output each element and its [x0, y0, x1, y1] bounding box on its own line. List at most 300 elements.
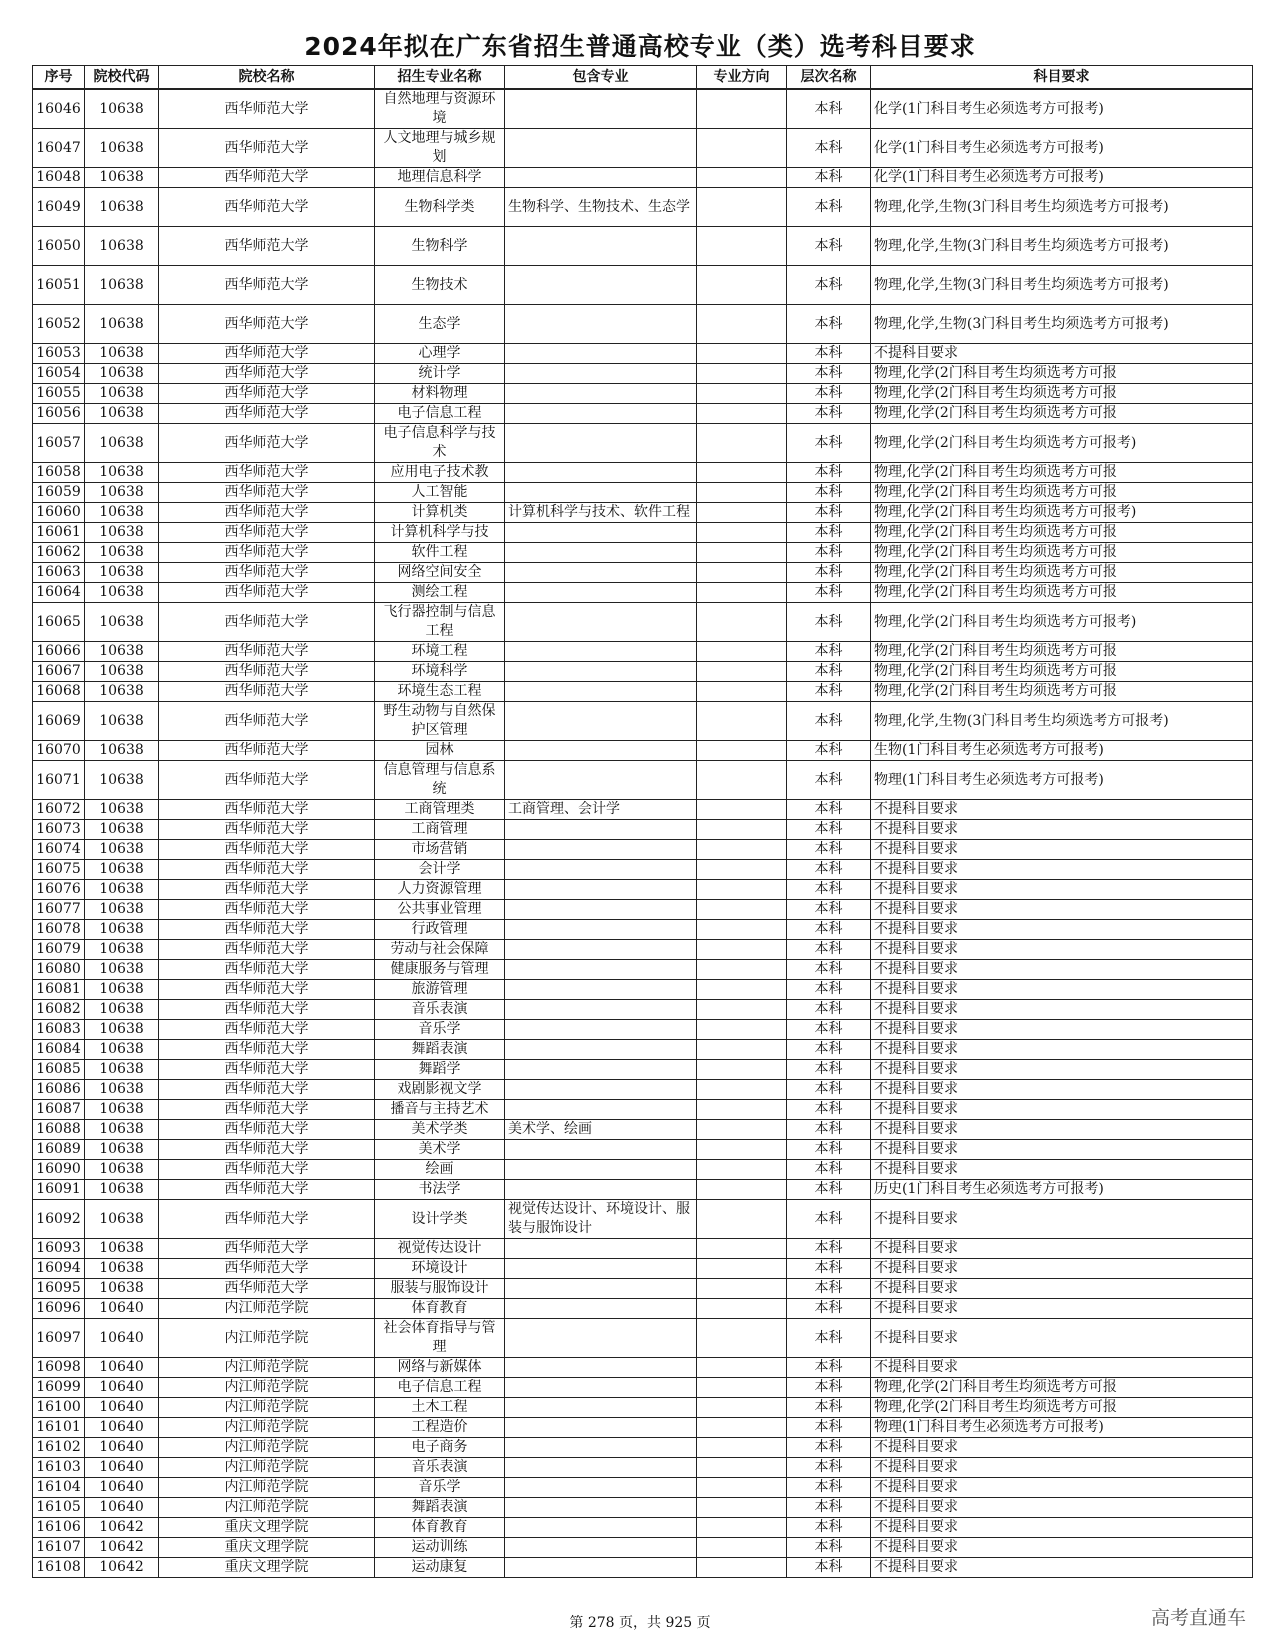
table-cell: 本科 [787, 424, 871, 463]
table-cell: 16071 [33, 761, 85, 800]
table-cell: 网络与新媒体 [375, 1358, 505, 1378]
table-cell: 不提科目要求 [871, 840, 1253, 860]
table-cell: 美术学类 [375, 1120, 505, 1140]
table-cell [697, 702, 787, 741]
table-cell: 美术学 [375, 1140, 505, 1160]
table-cell: 物理,化学(2门科目考生均须选考方可报考) [871, 603, 1253, 642]
table-cell: 16066 [33, 642, 85, 662]
table-cell: 西华师范大学 [159, 920, 375, 940]
table-cell: 西华师范大学 [159, 543, 375, 563]
table-cell [505, 305, 697, 344]
table-cell: 物理,化学(2门科目考生均须选考方可报 [871, 543, 1253, 563]
table-cell: 不提科目要求 [871, 1060, 1253, 1080]
table-cell: 环境设计 [375, 1259, 505, 1279]
table-cell: 西华师范大学 [159, 483, 375, 503]
table-cell: 地理信息科学 [375, 168, 505, 188]
table-cell: 野生动物与自然保护区管理 [375, 702, 505, 741]
table-cell: 16100 [33, 1398, 85, 1418]
table-cell: 10638 [85, 1239, 159, 1259]
table-cell: 不提科目要求 [871, 1438, 1253, 1458]
table-cell: 内江师范学院 [159, 1458, 375, 1478]
table-cell [505, 860, 697, 880]
table-cell: 物理,化学(2门科目考生均须选考方可报 [871, 642, 1253, 662]
table-cell: 音乐学 [375, 1478, 505, 1498]
table-cell: 本科 [787, 384, 871, 404]
table-cell [505, 404, 697, 424]
table-cell: 10638 [85, 920, 159, 940]
table-row [33, 800, 1253, 820]
table-cell: 生物技术 [375, 266, 505, 305]
table-cell [505, 583, 697, 603]
table-cell: 劳动与社会保障 [375, 940, 505, 960]
table-cell: 社会体育指导与管理 [375, 1319, 505, 1358]
table-row [33, 89, 1253, 129]
table-cell [697, 168, 787, 188]
table-cell: 16087 [33, 1100, 85, 1120]
table-cell: 10638 [85, 1200, 159, 1239]
table-cell: 本科 [787, 960, 871, 980]
table-cell: 16061 [33, 523, 85, 543]
table-cell: 人工智能 [375, 483, 505, 503]
table-cell [697, 1259, 787, 1279]
table-cell: 软件工程 [375, 543, 505, 563]
table-cell: 西华师范大学 [159, 1000, 375, 1020]
table-cell: 物理,化学(2门科目考生均须选考方可报 [871, 523, 1253, 543]
table-cell [697, 1020, 787, 1040]
table-cell: 10640 [85, 1319, 159, 1358]
table-cell: 不提科目要求 [871, 1538, 1253, 1558]
table-cell [697, 682, 787, 702]
table-cell: 16067 [33, 662, 85, 682]
table-cell: 物理,化学(2门科目考生均须选考方可报 [871, 1398, 1253, 1418]
table-cell: 10638 [85, 583, 159, 603]
table-cell [505, 523, 697, 543]
table-cell [697, 761, 787, 800]
table-cell [505, 89, 697, 129]
table-cell: 旅游管理 [375, 980, 505, 1000]
table-cell: 舞蹈学 [375, 1060, 505, 1080]
table-cell [505, 1160, 697, 1180]
table-cell: 10638 [85, 1120, 159, 1140]
table-cell: 健康服务与管理 [375, 960, 505, 980]
table-cell: 16055 [33, 384, 85, 404]
table-cell: 西华师范大学 [159, 1020, 375, 1040]
table-cell: 16106 [33, 1518, 85, 1538]
table-cell [505, 702, 697, 741]
table-cell [697, 1398, 787, 1418]
table-cell: 环境科学 [375, 662, 505, 682]
table-row [33, 1478, 1253, 1498]
table-cell: 本科 [787, 1478, 871, 1498]
table-cell: 10638 [85, 188, 159, 227]
table-cell: 10638 [85, 761, 159, 800]
table-cell: 16108 [33, 1558, 85, 1578]
table-cell: 16047 [33, 129, 85, 168]
table-cell: 计算机科学与技术、软件工程 [505, 503, 697, 523]
table-row [33, 880, 1253, 900]
table-cell [505, 1358, 697, 1378]
table-cell: 16059 [33, 483, 85, 503]
table-cell [697, 404, 787, 424]
table-cell [505, 1319, 697, 1358]
table-cell [505, 880, 697, 900]
table-cell: 生态学 [375, 305, 505, 344]
table-cell: 西华师范大学 [159, 940, 375, 960]
table-cell: 16068 [33, 682, 85, 702]
table-cell: 本科 [787, 1100, 871, 1120]
table-cell: 工商管理、会计学 [505, 800, 697, 820]
table-cell: 10638 [85, 483, 159, 503]
table-cell: 西华师范大学 [159, 960, 375, 980]
table-cell: 化学(1门科目考生必须选考方可报考) [871, 89, 1253, 129]
table-row [33, 1438, 1253, 1458]
column-header: 科目要求 [871, 66, 1253, 90]
table-cell: 本科 [787, 702, 871, 741]
table-cell: 16084 [33, 1040, 85, 1060]
table-cell: 16089 [33, 1140, 85, 1160]
table-cell: 本科 [787, 1498, 871, 1518]
table-cell [697, 129, 787, 168]
table-cell: 电子信息科学与技术 [375, 424, 505, 463]
table-cell: 本科 [787, 1200, 871, 1239]
table-cell: 10638 [85, 800, 159, 820]
table-row [33, 1279, 1253, 1299]
table-cell: 西华师范大学 [159, 1239, 375, 1259]
table-cell: 本科 [787, 1378, 871, 1398]
table-cell: 16090 [33, 1160, 85, 1180]
table-cell [505, 1239, 697, 1259]
table-cell [697, 741, 787, 761]
table-row [33, 940, 1253, 960]
table-cell: 服装与服饰设计 [375, 1279, 505, 1299]
table-cell: 音乐表演 [375, 1458, 505, 1478]
table-cell: 本科 [787, 305, 871, 344]
table-cell: 本科 [787, 1319, 871, 1358]
table-cell: 西华师范大学 [159, 1279, 375, 1299]
table-cell: 视觉传达设计、环境设计、服装与服饰设计 [505, 1200, 697, 1239]
table-cell [505, 1418, 697, 1438]
table-cell: 不提科目要求 [871, 940, 1253, 960]
table-cell [697, 642, 787, 662]
table-cell: 本科 [787, 1060, 871, 1080]
table-cell: 16072 [33, 800, 85, 820]
table-cell: 西华师范大学 [159, 860, 375, 880]
table-cell [697, 1060, 787, 1080]
table-cell: 16075 [33, 860, 85, 880]
table-cell: 西华师范大学 [159, 563, 375, 583]
table-cell: 不提科目要求 [871, 1299, 1253, 1319]
column-header: 院校代码 [85, 66, 159, 90]
table-cell [697, 940, 787, 960]
table-cell [505, 1180, 697, 1200]
table-cell: 计算机类 [375, 503, 505, 523]
table-row [33, 1140, 1253, 1160]
table-cell: 物理,化学(2门科目考生均须选考方可报 [871, 583, 1253, 603]
table-cell: 16099 [33, 1378, 85, 1398]
table-cell [697, 1358, 787, 1378]
table-cell: 16092 [33, 1200, 85, 1239]
table-cell: 生物科学 [375, 227, 505, 266]
table-cell: 物理,化学,生物(3门科目考生均须选考方可报考) [871, 266, 1253, 305]
table-cell: 10640 [85, 1398, 159, 1418]
table-cell: 人文地理与城乡规划 [375, 129, 505, 168]
table-cell: 10638 [85, 662, 159, 682]
table-cell [697, 880, 787, 900]
table-cell [505, 1259, 697, 1279]
table-cell: 不提科目要求 [871, 344, 1253, 364]
column-header: 序号 [33, 66, 85, 90]
table-cell [505, 1398, 697, 1418]
table-cell: 16060 [33, 503, 85, 523]
table-cell [505, 1000, 697, 1020]
table-cell: 本科 [787, 940, 871, 960]
table-cell: 10638 [85, 523, 159, 543]
table-row [33, 820, 1253, 840]
table-cell: 内江师范学院 [159, 1378, 375, 1398]
table-cell [505, 1538, 697, 1558]
table-cell: 西华师范大学 [159, 266, 375, 305]
table-cell: 本科 [787, 404, 871, 424]
table-cell: 10638 [85, 603, 159, 642]
page-title: 2024年拟在广东省招生普通高校专业（类）选考科目要求 [304, 32, 976, 61]
table-cell: 10638 [85, 168, 159, 188]
table-cell [697, 266, 787, 305]
table-cell: 10638 [85, 1020, 159, 1040]
table-cell: 16103 [33, 1458, 85, 1478]
table-row [33, 1060, 1253, 1080]
table-cell [505, 1478, 697, 1498]
table-cell: 16065 [33, 603, 85, 642]
table-cell: 物理(1门科目考生必须选考方可报考) [871, 1418, 1253, 1438]
table-cell: 心理学 [375, 344, 505, 364]
table-cell: 10638 [85, 980, 159, 1000]
table-cell: 生物科学、生物技术、生态学 [505, 188, 697, 227]
table-cell [505, 129, 697, 168]
table-cell: 内江师范学院 [159, 1478, 375, 1498]
table-cell: 西华师范大学 [159, 820, 375, 840]
table-cell: 西华师范大学 [159, 840, 375, 860]
table-cell: 10638 [85, 1100, 159, 1120]
table-cell: 音乐表演 [375, 1000, 505, 1020]
table-cell: 不提科目要求 [871, 1000, 1253, 1020]
table-cell: 16105 [33, 1498, 85, 1518]
table-cell: 本科 [787, 1299, 871, 1319]
table-cell: 本科 [787, 266, 871, 305]
table-cell: 美术学、绘画 [505, 1120, 697, 1140]
table-cell: 应用电子技术教 [375, 463, 505, 483]
table-cell: 化学(1门科目考生必须选考方可报考) [871, 168, 1253, 188]
table-cell: 内江师范学院 [159, 1438, 375, 1458]
table-row [33, 960, 1253, 980]
table-cell: 工商管理 [375, 820, 505, 840]
table-cell: 16098 [33, 1358, 85, 1378]
table-cell: 内江师范学院 [159, 1319, 375, 1358]
table-cell: 不提科目要求 [871, 820, 1253, 840]
table-cell [505, 266, 697, 305]
table-cell: 市场营销 [375, 840, 505, 860]
table-cell: 运动训练 [375, 1538, 505, 1558]
table-cell: 内江师范学院 [159, 1299, 375, 1319]
table-cell [505, 1518, 697, 1538]
table-cell: 本科 [787, 1020, 871, 1040]
table-cell: 物理(1门科目考生必须选考方可报考) [871, 761, 1253, 800]
table-cell: 16063 [33, 563, 85, 583]
table-cell: 本科 [787, 840, 871, 860]
table-cell: 本科 [787, 1398, 871, 1418]
table-cell: 本科 [787, 1538, 871, 1558]
table-cell: 西华师范大学 [159, 1140, 375, 1160]
table-cell [697, 1100, 787, 1120]
table-cell [505, 384, 697, 404]
table-cell: 10638 [85, 840, 159, 860]
table-row [33, 1398, 1253, 1418]
table-cell: 西华师范大学 [159, 980, 375, 1000]
table-cell: 10638 [85, 642, 159, 662]
table-cell: 10638 [85, 89, 159, 129]
table-cell: 西华师范大学 [159, 583, 375, 603]
table-cell: 本科 [787, 682, 871, 702]
column-header: 院校名称 [159, 66, 375, 90]
table-cell [505, 920, 697, 940]
table-cell [697, 424, 787, 463]
table-cell [697, 563, 787, 583]
table-cell: 本科 [787, 603, 871, 642]
table-cell: 西华师范大学 [159, 761, 375, 800]
table-cell: 西华师范大学 [159, 642, 375, 662]
table-row [33, 563, 1253, 583]
table-cell [505, 980, 697, 1000]
table-cell: 10642 [85, 1518, 159, 1538]
table-row [33, 266, 1253, 305]
table-cell [697, 1319, 787, 1358]
table-cell [697, 662, 787, 682]
table-cell: 园林 [375, 741, 505, 761]
table-row [33, 603, 1253, 642]
table-row [33, 483, 1253, 503]
table-cell: 10638 [85, 266, 159, 305]
table-cell: 本科 [787, 1518, 871, 1538]
table-cell: 物理,化学(2门科目考生均须选考方可报 [871, 483, 1253, 503]
table-cell [697, 384, 787, 404]
table-cell: 10640 [85, 1458, 159, 1478]
table-cell: 10638 [85, 940, 159, 960]
table-cell [505, 741, 697, 761]
table-cell: 16058 [33, 463, 85, 483]
table-cell: 本科 [787, 1259, 871, 1279]
table-row [33, 1040, 1253, 1060]
table-cell: 不提科目要求 [871, 1140, 1253, 1160]
table-cell: 播音与主持艺术 [375, 1100, 505, 1120]
table-cell [697, 364, 787, 384]
table-cell: 内江师范学院 [159, 1358, 375, 1378]
table-cell: 西华师范大学 [159, 305, 375, 344]
table-cell: 10638 [85, 227, 159, 266]
table-cell [697, 900, 787, 920]
table-cell: 物理,化学(2门科目考生均须选考方可报 [871, 463, 1253, 483]
table-cell: 物理,化学(2门科目考生均须选考方可报 [871, 364, 1253, 384]
column-header: 招生专业名称 [375, 66, 505, 90]
table-cell [697, 1438, 787, 1458]
table-cell: 西华师范大学 [159, 900, 375, 920]
table-cell: 工程造价 [375, 1418, 505, 1438]
table-row [33, 364, 1253, 384]
table-cell [697, 188, 787, 227]
column-header: 层次名称 [787, 66, 871, 90]
table-cell: 10638 [85, 404, 159, 424]
table-cell: 16081 [33, 980, 85, 1000]
table-cell: 西华师范大学 [159, 523, 375, 543]
table-cell: 10642 [85, 1538, 159, 1558]
table-row [33, 404, 1253, 424]
table-cell: 本科 [787, 1358, 871, 1378]
table-cell: 10638 [85, 1279, 159, 1299]
table-row [33, 1458, 1253, 1478]
table-cell [505, 1080, 697, 1100]
table-cell [505, 940, 697, 960]
table-cell [697, 840, 787, 860]
table-row [33, 1319, 1253, 1358]
table-cell: 本科 [787, 1040, 871, 1060]
table-cell: 10638 [85, 1160, 159, 1180]
table-cell: 10638 [85, 1040, 159, 1060]
table-cell: 西华师范大学 [159, 168, 375, 188]
table-cell: 16080 [33, 960, 85, 980]
table-cell: 西华师范大学 [159, 503, 375, 523]
table-cell: 本科 [787, 463, 871, 483]
table-cell: 物理,化学,生物(3门科目考生均须选考方可报考) [871, 227, 1253, 266]
table-cell: 本科 [787, 1239, 871, 1259]
table-row [33, 1378, 1253, 1398]
table-cell [505, 344, 697, 364]
table-cell: 物理,化学(2门科目考生均须选考方可报 [871, 563, 1253, 583]
table-cell: 本科 [787, 583, 871, 603]
table-cell: 本科 [787, 227, 871, 266]
table-cell: 不提科目要求 [871, 900, 1253, 920]
table-cell: 物理,化学(2门科目考生均须选考方可报 [871, 404, 1253, 424]
table-cell [505, 1299, 697, 1319]
table-cell: 本科 [787, 523, 871, 543]
table-cell [697, 1478, 787, 1498]
table-cell [505, 424, 697, 463]
table-cell: 不提科目要求 [871, 960, 1253, 980]
table-cell: 本科 [787, 344, 871, 364]
table-cell: 物理,化学(2门科目考生均须选考方可报 [871, 1378, 1253, 1398]
table-cell: 16083 [33, 1020, 85, 1040]
table-row [33, 1518, 1253, 1538]
table-cell: 本科 [787, 1438, 871, 1458]
table-cell: 不提科目要求 [871, 1080, 1253, 1100]
table-cell: 10638 [85, 820, 159, 840]
table-cell: 不提科目要求 [871, 920, 1253, 940]
table-cell: 重庆文理学院 [159, 1558, 375, 1578]
table-cell: 10638 [85, 364, 159, 384]
table-row [33, 1200, 1253, 1239]
table-cell: 计算机科学与技 [375, 523, 505, 543]
table-cell [505, 463, 697, 483]
table-cell: 生物(1门科目考生必须选考方可报考) [871, 741, 1253, 761]
table-row [33, 682, 1253, 702]
table-row [33, 662, 1253, 682]
table-cell: 10638 [85, 384, 159, 404]
table-cell [697, 1160, 787, 1180]
table-cell: 网络空间安全 [375, 563, 505, 583]
table-cell: 西华师范大学 [159, 384, 375, 404]
table-cell: 10638 [85, 860, 159, 880]
table-cell: 16046 [33, 89, 85, 129]
table-cell: 西华师范大学 [159, 1160, 375, 1180]
table-cell: 西华师范大学 [159, 463, 375, 483]
table-cell [697, 1180, 787, 1200]
